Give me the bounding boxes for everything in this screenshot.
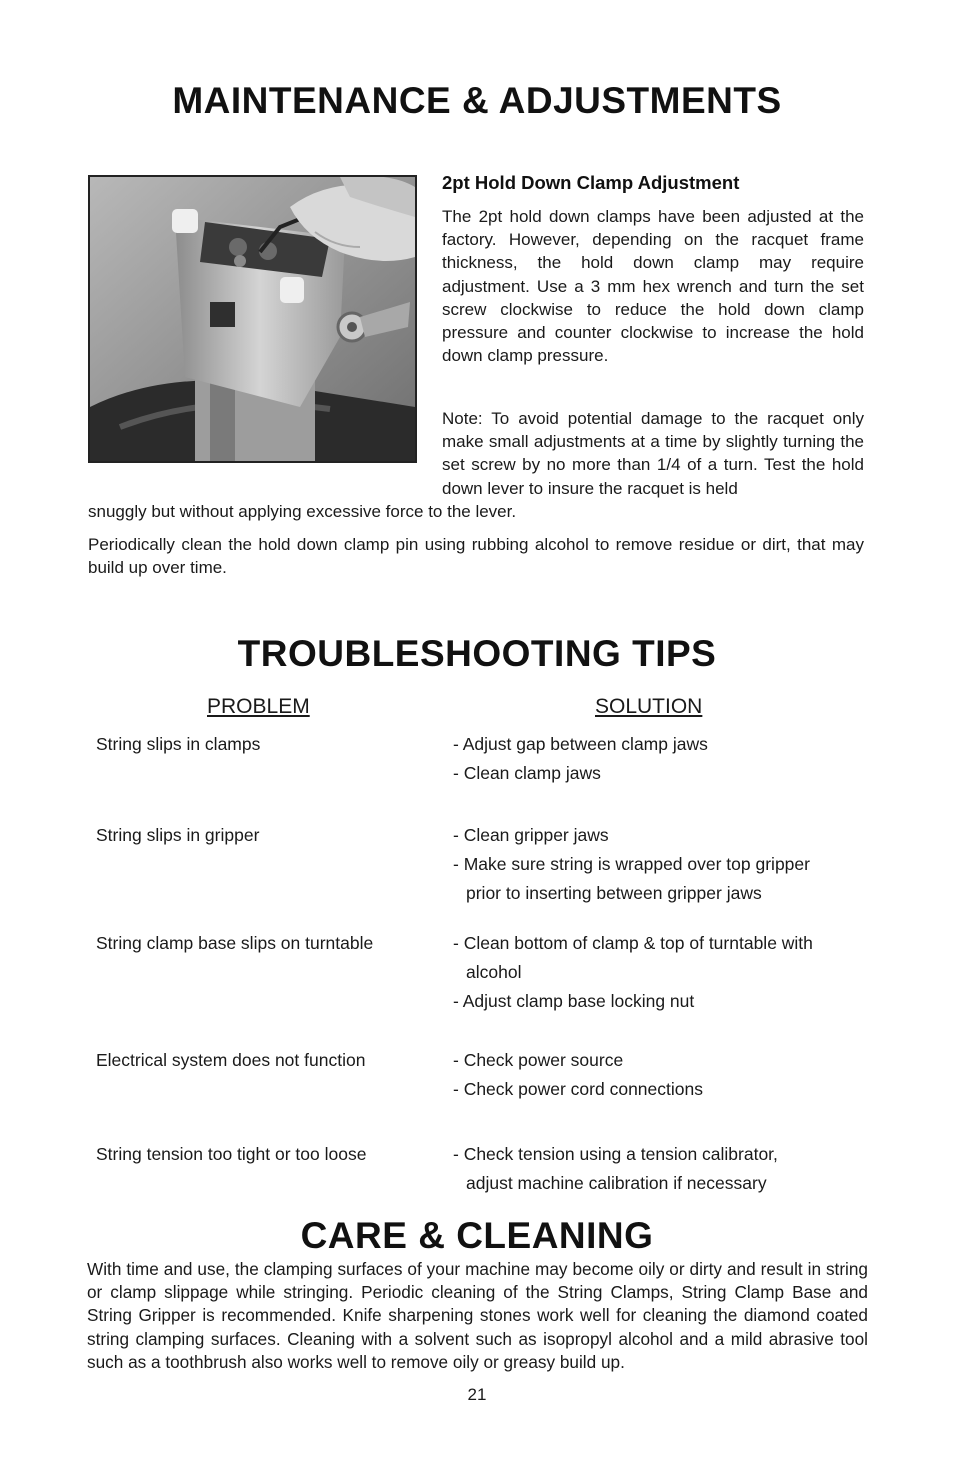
solution-item [453,1046,703,1104]
solution-line: alcohol [466,962,522,982]
problem-header: PROBLEM [207,695,310,718]
problem-item: String slips in gripper [96,825,260,845]
solution-line: - Check tension using a tension calibrator, [453,1144,778,1164]
note-paragraph-bottom: snuggly but without applying excessive force to the lever. [88,502,517,521]
care-cleaning-paragraph: With time and use, the clamping surfaces of your machine may become oily or dirty and result in string or clamp slippage while stringing. Periodic cleaning of the String Clamps, String Clamp Base and String Gripper is recommended. Knife sharpening stones work well for cleaning the diamond coated string clamping surfaces. Cleaning with a solvent such as isopropyl alcohol and a mild abrasive tool such as a toothbrush also works well to remove oily or greasy build up. [87,1259,868,1372]
solution-line: prior to inserting between gripper jaws [466,883,762,903]
clamp-adjustment-subtitle: 2pt Hold Down Clamp Adjustment [442,172,740,193]
hex-wrench-clamp-illustration [90,177,415,461]
solution-line: - Adjust gap between clamp jaws [453,734,708,754]
solution-line: - Make sure string is wrapped over top gripper [453,854,810,874]
solution-item [453,929,813,1016]
troubleshooting-title: TROUBLESHOOTING TIPS [237,633,717,674]
maintenance-title: MAINTENANCE & ADJUSTMENTS [172,80,782,121]
solution-line: - Adjust clamp base locking nut [453,991,695,1011]
solution-line: - Check power source [453,1050,624,1070]
solution-item [453,821,810,908]
solution-header: SOLUTION [595,695,703,718]
problem-item: String slips in clamps [96,734,261,754]
solution-item [453,730,708,788]
problem-item: String clamp base slips on turntable [96,933,374,953]
page-number: 21 [467,1385,487,1404]
solution-line: adjust machine calibration if necessary [466,1173,767,1193]
clamp-adjustment-photo [88,175,417,463]
care-cleaning-title: CARE & CLEANING [300,1215,654,1256]
cleaning-pin-paragraph: Periodically clean the hold down clamp pin using rubbing alcohol to remove residue or dirt, that may build up over time. [88,535,864,578]
solution-line: - Check power cord connections [453,1079,703,1099]
clamp-adjustment-paragraph: The 2pt hold down clamps have been adjusted at the factory. However, depending on the racquet frame thickness, the hold down clamp may require adjustment. Use a 3 mm hex wrench and turn the set screw clockwise to reduce the hold down clamp pressure and counter clockwise to increase the hold down clamp pressure. [442,207,864,366]
problem-item: Electrical system does not function [96,1050,366,1070]
solution-line: - Clean clamp jaws [453,763,601,783]
problem-item: String tension too tight or too loose [96,1144,367,1164]
note-paragraph-top: Note: To avoid potential damage to the racquet only make small adjustments at a time by slightly turning the set screw by no more than 1/4 of a turn. Test the hold down lever to insure the racquet is held [442,409,864,498]
solution-item [453,1140,778,1198]
solution-line: - Clean gripper jaws [453,825,609,845]
solution-line: - Clean bottom of clamp & top of turntable with [453,933,813,953]
